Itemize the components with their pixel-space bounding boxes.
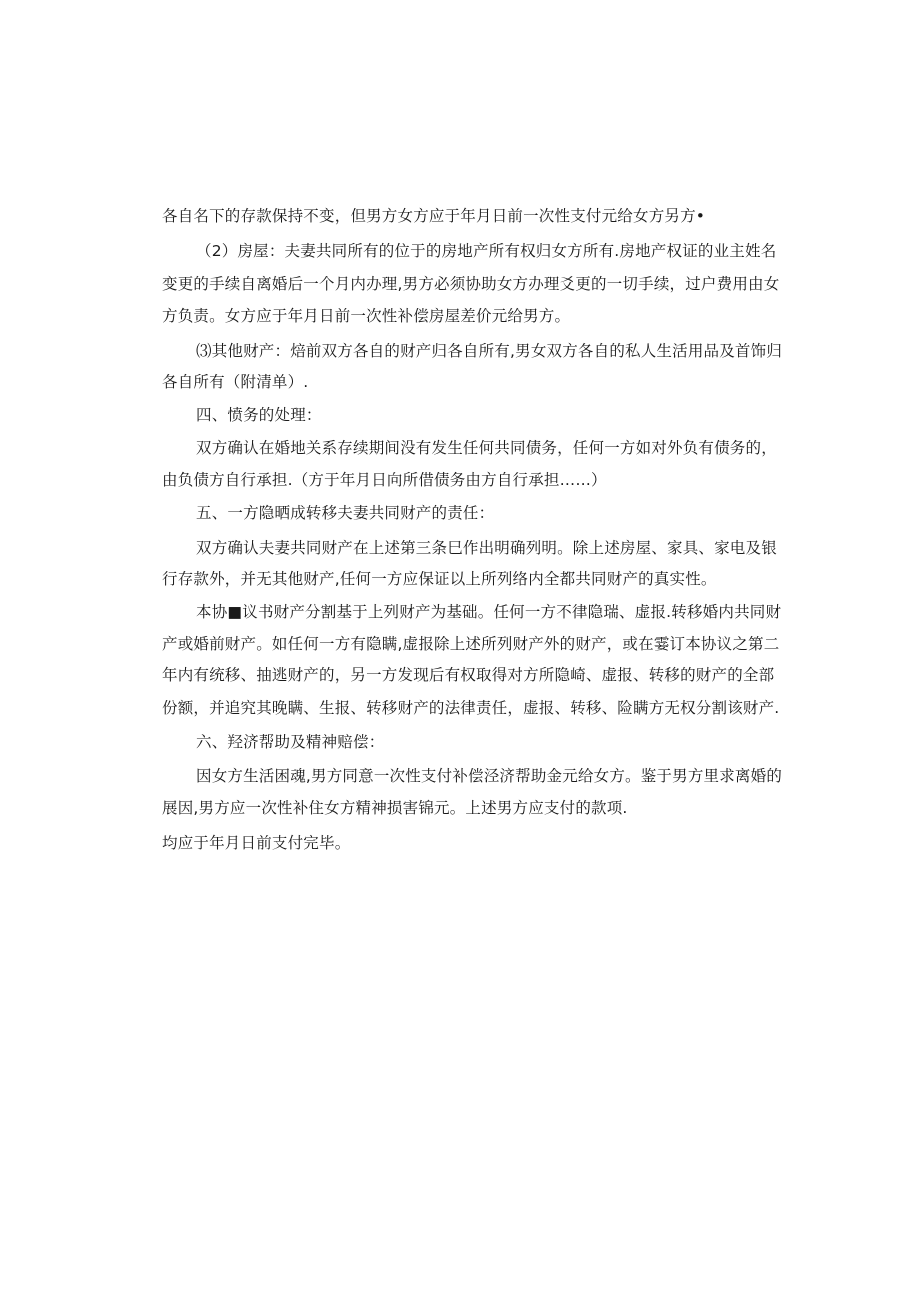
text-line: 因女方生活困魂,男方同意一次性支付补偿泾济帮助金元给女方。鉴于男方里求离婚的 — [196, 767, 783, 785]
text-line: 行存款外，并无其他财产,任何一方应保证以上所列络内全都共同财产的真实性。 — [162, 570, 717, 588]
text-line: 由负债方自行承担.（方于年月日向所借债务由方自行承担……） — [162, 471, 607, 489]
text-line: 均应于年月日前支付完毕。 — [162, 834, 351, 852]
text-line: （2）房屋：夫妻共同所有的位于的房地产所有权归女方所有.房地产权证的业主姓名 — [196, 242, 777, 260]
text-line: ⑶其他财产：焙前双方各自的财产归各自所有,男女双方各自的私人生活用品及首饰归 — [196, 342, 783, 360]
text-line: 双方确认夫妻共同财产在上述第三条巳作出明确列明。除上述房屋、家具、家电及银 — [196, 539, 777, 557]
text-line: 各自名下的存款保持不变，但男方女方应于年月日前一次性支付元给女方另方• — [162, 207, 706, 225]
text-line: 变更的手续自离婚后一个月内办理,男方必须协助女方办理爻更的一切手续，过户费用由女 — [162, 275, 780, 293]
text-line: 方负责。女方应于年月日前一次性补偿房屋差价元给男方。 — [162, 307, 571, 325]
text-line: 份额，并追究其晚瞒、生报、转移财产的法律责任，虚报、转移、险瞒方无权分割该财产. — [162, 699, 780, 717]
text-line: 年内有统移、抽逃财产的，另一方发现后有权取得对方所隐崎、虚报、转移的财产的全部 — [162, 666, 775, 684]
text-line: 各自所有（附清单）. — [162, 373, 309, 391]
text-line: 产或婚前财产。如任何一方有隐瞒,虚报除上述所列财产外的财产，或在霎订本协议之第二 — [162, 635, 780, 653]
text-line: 双方确认在婚地关系存续期间没有发生任何共同债务，任何一方如对外负有债务的， — [196, 439, 777, 457]
section-heading: 六、羟济帮助及精神赔偿： — [196, 733, 385, 751]
section-heading: 五、一方隐晒成转移夫妻共同财产的责任： — [196, 504, 495, 522]
text-line: 本协■议书财产分割基于上列财产为基础。任何一方不律隐瑞、虚报.转移婚内共同财 — [196, 603, 782, 621]
section-heading: 四、愤务的处理： — [196, 406, 322, 424]
text-line: 展因,男方应一次性补住女方精神损害锦元。上述男方应支付的款项. — [162, 799, 628, 817]
